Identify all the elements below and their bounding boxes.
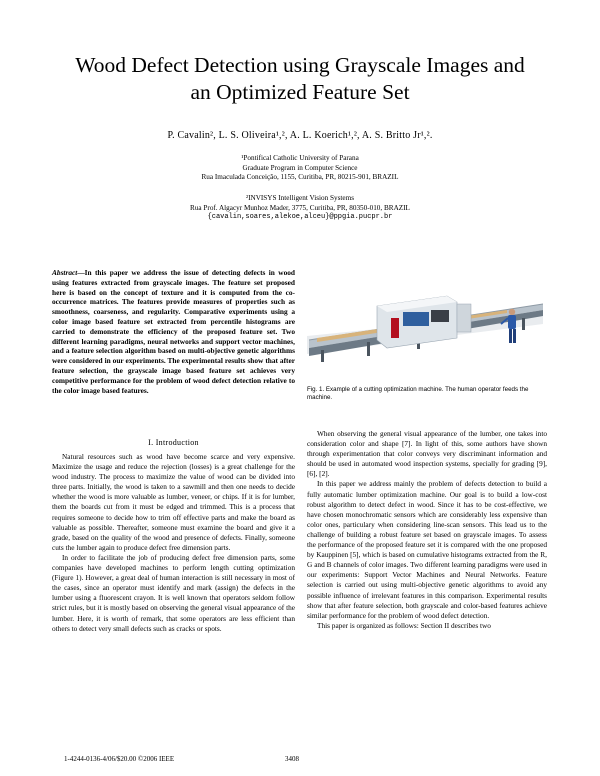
- paragraph: Natural resources such as wood have become scarce and very expensive. Maximize the usage and reduce the rejection (losses) is a great challenge for the wood industry. The process to maximize the value of wood can be divided into three parts. Initially, the wood is taken to a sawmill and then one needs to decide whether the wood is more valuable as lumber, veneer, or chips. If it is for lumber, them the boards cut from it must be edged and trimmed. This is a process that requires someone to decide how to trim off effective parts and make the board as valuable as possible. Thereafter, someone must examine the board and give it a grade, based on the quality of the wood and presence of defects. Finally, someone cuts the lumber again to produce defect free dimension parts.: [52, 452, 295, 552]
- figure-cutting-machine: [307, 278, 543, 374]
- author-list: P. Cavalin², L. S. Oliveira¹,², A. L. Koerich¹,², A. S. Britto Jr¹,².: [167, 130, 433, 141]
- machine-red-guard: [391, 318, 399, 338]
- footer-isbn: 1-4244-0136-4/06/$20.00 ©2006 IEEE: [64, 755, 175, 763]
- affiliation-1-line-1: ¹Pontifical Catholic University of Parana: [241, 154, 359, 162]
- right-column-text: [307, 429, 547, 762]
- section-heading-introduction: I. Introduction: [148, 438, 199, 447]
- title-line-1: Wood Defect Detection using Grayscale Images and: [75, 53, 525, 77]
- machine-blue-panel: [403, 312, 429, 326]
- affiliation-1-line-2: Graduate Program in Computer Science: [242, 163, 358, 172]
- page-number: 3408: [285, 755, 299, 763]
- abstract-lead: Abstract: [52, 268, 78, 277]
- paragraph: In this paper we address mainly the problem of defects detection to build a fully automatic lumber optimization machine. Our goal is to build a low-cost robust algorithm to detect defect in wood. Since it has to be cost-effective, we have chosen monochromatic sensors which are considerably less expensive than color ones, particulary when considering line-scan sensors. This lead us to the challenge of building a robust feature set based on grayscale images. To assess the performance of the proposed feature set it is compared with the one proposed by Kauppinen [5], which is based on cumulative histograms extracted from the R, G and B channels of color images. Two different learning paradigms were used in our experiments: Support Vector Machines and Neural Networks. Feature selection is carried out using multi-objective genetic algorithms to avoid any possible influence of irrelevant features in this comparison. Experimental results show that after feature selection, both grayscale and color-based features achieve similar performance for the problem of wood defect detection.: [307, 479, 547, 620]
- affiliation-1: [40, 154, 560, 183]
- paragraph: This paper is organized as follows: Section II describes two: [317, 620, 491, 630]
- author-emails: {cavalin,soares,alekoe,alceu}@ppgia.pucpr.br: [207, 213, 393, 222]
- affiliation-2-line-2: Rua Prof. Algacyr Munhoz Mader, 3775, Curitiba, PR, 80350-010, BRAZIL: [190, 203, 410, 212]
- left-column-text: [52, 452, 295, 762]
- figure-caption: Fig. 1. Example of a cutting optimization machine. The human operator feeds the machine.: [307, 386, 529, 402]
- paragraph: When observing the general visual appearance of the lumber, one takes into consideration color and shape [7]. In light of this, some authors have shown through experimentation that color conveys very discriminant information and should be used in automated wood inspection systems, specially for grading [9], [6], [2].: [307, 429, 547, 479]
- abstract: [52, 268, 295, 395]
- title-line-2: an Optimized Feature Set: [190, 80, 410, 104]
- affiliation-1-line-3: Rua Imaculada Conceição, 1155, Curitiba, PR, 80215-901, BRAZIL: [201, 173, 399, 182]
- paragraph: In order to facilitate the job of producing defect free dimension parts, some companies have developed machines to perform length cutting optimization (Figure 1). However, a great deal of human interaction is still necessary in most of the cases, since an operator must identify and mark (assign) the defects in the lumber using a fluorescent crayon. It is well known that operators seldom follow strict rules, but it is mostly based on observing the general visual appearance of the lumber. Here, it is worth of remark, that some operators are less efficient than others to detect very small defects such as cracks or spots.: [52, 552, 295, 633]
- affiliation-2-line-1: ²INVISYS Intelligent Vision Systems: [245, 194, 354, 202]
- paper-title: [40, 52, 560, 106]
- affiliation-2: [40, 194, 560, 223]
- abstract-body: —In this paper we address the issue of detecting defects in wood using features extracted from grayscale images. The feature set proposed here is based on the concept of texture and it is computed from the co-occurrence matrices. The features provide measures of properties such as smoothness, coarseness, and regularity. Comparative experiments using a color image based feature set extracted from percentile histograms are carried to demonstrate the efficiency of the proposed feature set. Two different learning paradigms, neural networks and support vector machines, and a feature selection algorithm based on multi-objective genetic algorithms were considered in our experiments. The experimental results show that after feature selection, the grayscale image based feature set achieves very competitive performance for the problem of wood defect detection relative to the color image based features.: [52, 268, 295, 395]
